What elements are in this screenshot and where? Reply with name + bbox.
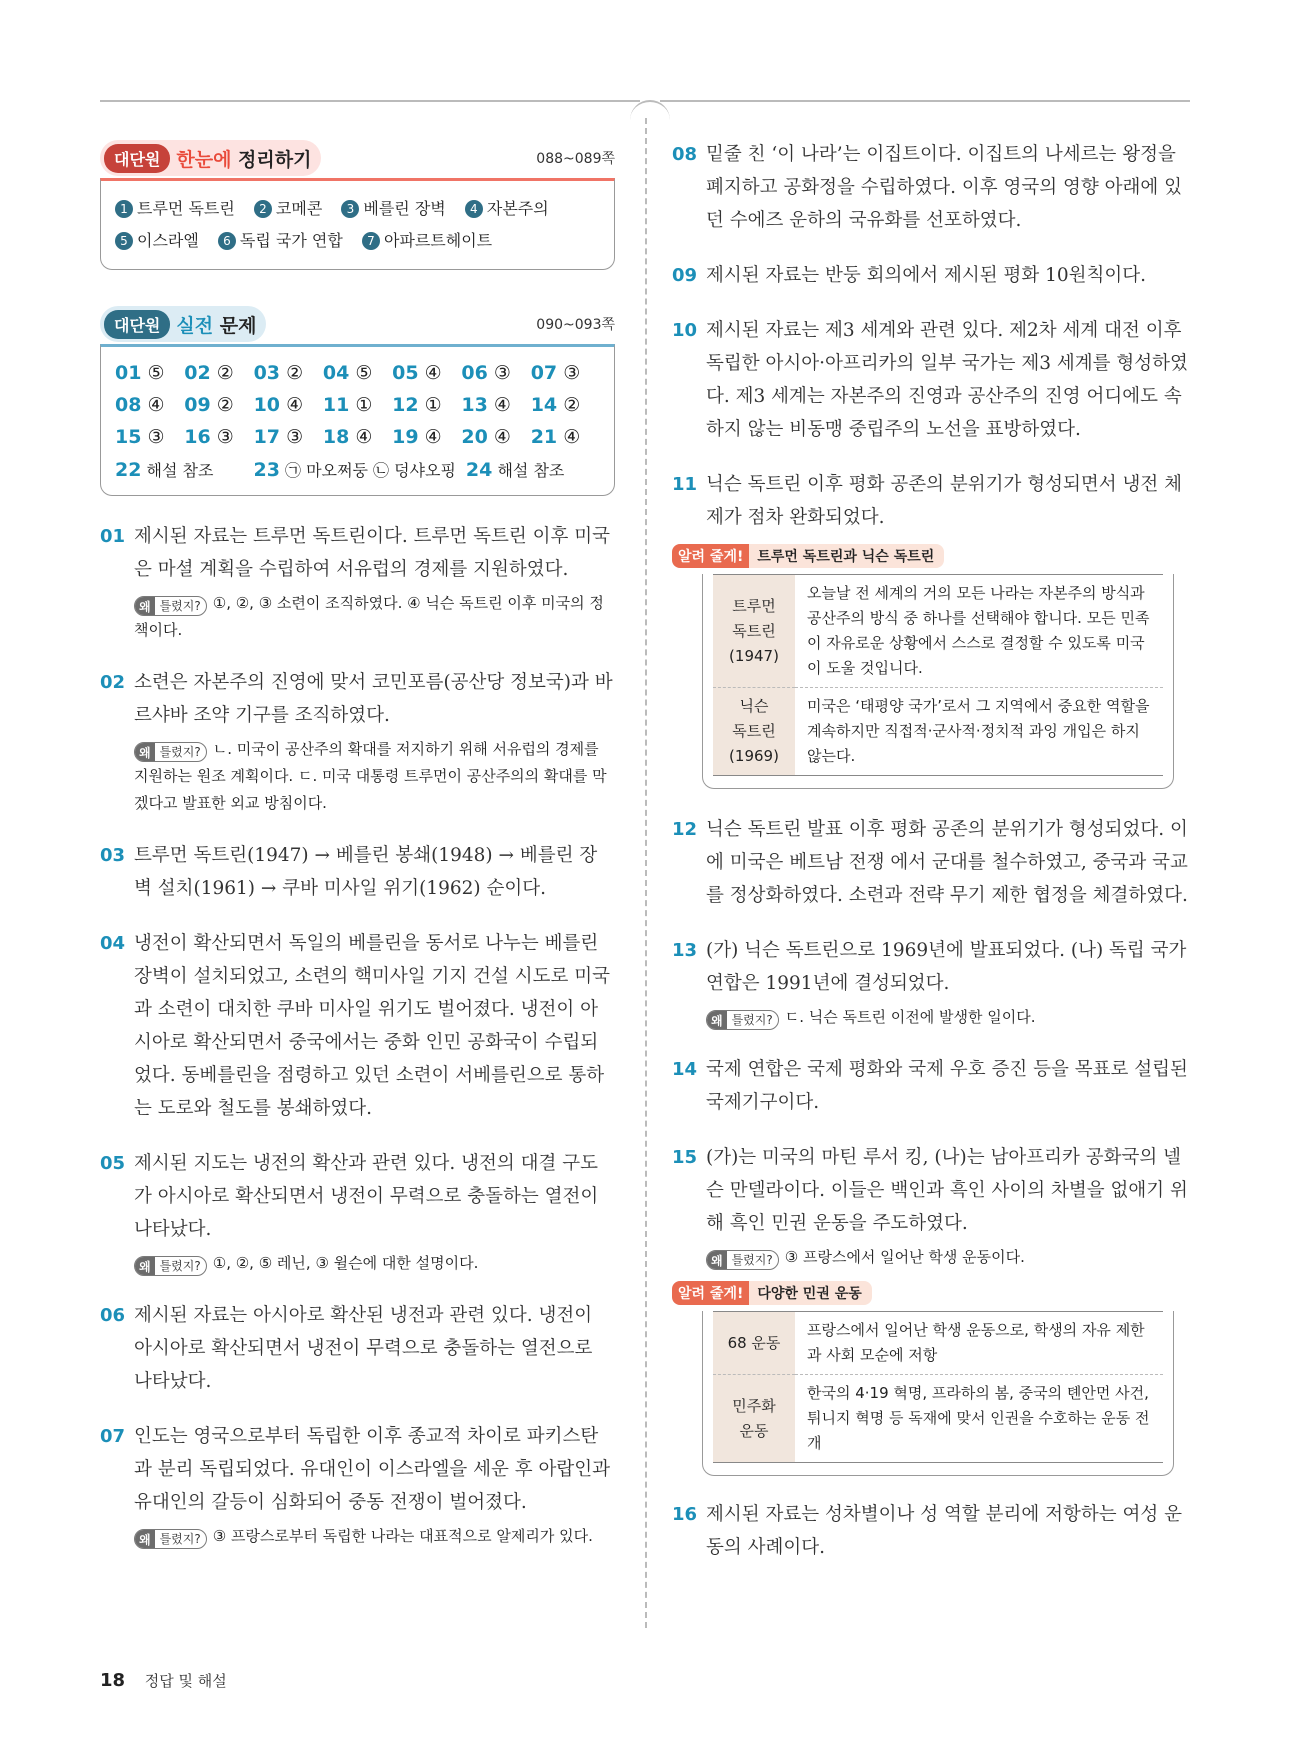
question-item	[100, 666, 615, 817]
question-head	[672, 138, 1190, 237]
answer-qnum: 07	[530, 362, 558, 384]
answer-choice: ②	[216, 394, 234, 416]
question-text: 제시된 자료는 아시아로 확산된 냉전과 관련 있다. 냉전이 아시아로 확산되면서 냉전이 무력으로 충돌하는 열전으로 나타났다.	[134, 1305, 593, 1392]
question-number: 01	[100, 526, 126, 547]
top-rule-right	[660, 100, 1190, 102]
note1-tag: 알려 줄게! 트루먼 독트린과 닉슨 독트린	[672, 544, 944, 568]
note1-box	[702, 574, 1174, 789]
question-text: 제시된 자료는 반둥 회의에서 제시된 평화 10원칙이다.	[706, 265, 1146, 286]
question-head	[672, 1053, 1190, 1119]
question-item	[672, 259, 1190, 292]
right-questions-b	[672, 813, 1190, 1271]
question-head	[100, 666, 615, 732]
summary-header	[100, 140, 615, 176]
answer-cell	[115, 394, 184, 416]
answer-qnum: 06	[461, 362, 488, 384]
note-row	[713, 1375, 1163, 1463]
why-badge	[134, 742, 207, 762]
question-number: 15	[672, 1147, 698, 1168]
why-badge-label: 틀렸지?	[159, 599, 201, 613]
answer-box	[100, 344, 615, 496]
why-badge-icon: 왜	[135, 1530, 155, 1548]
practice-title: 실전 문제	[176, 314, 257, 337]
why-wrong	[134, 590, 615, 644]
question-text: 닉슨 독트린 발표 이후 평화 공존의 분위기가 형성되었다. 이에 미국은 베트남 전쟁 에서 군대를 철수하였고, 중국과 국교를 정상화하였다. 소련과 전략 무기 제한 협정을 체결하였다.	[706, 819, 1188, 906]
answer-row	[115, 421, 600, 453]
answer-cell	[392, 426, 461, 448]
question-item	[672, 314, 1190, 446]
answer-qnum: 24	[465, 458, 493, 481]
why-wrong-text: ③ 프랑스로부터 독립한 나라는 대표적으로 알제리가 있다.	[212, 1527, 593, 1545]
answer-choice: ①	[424, 394, 442, 416]
summary-item: 2 코메콘	[254, 199, 322, 218]
why-badge	[134, 1256, 207, 1276]
answer-cell	[184, 362, 253, 384]
question-number: 04	[100, 933, 126, 954]
question-text: 국제 연합은 국제 평화와 국제 우호 증진 등을 목표로 설립된 국제기구이다.	[706, 1059, 1188, 1113]
answer-qnum: 02	[184, 362, 211, 384]
answer-cell	[254, 426, 323, 448]
answer-cell	[466, 458, 564, 481]
question-text: 인도는 영국으로부터 독립한 이후 종교적 차이로 파키스탄과 분리 독립되었다. 유대인이 이스라엘을 세운 후 아랍인과 유대인의 갈등이 심화되어 중동 전쟁이 벌어졌다.	[134, 1426, 610, 1513]
summary-item: 7 아파르트헤이트	[362, 231, 492, 250]
note-desc: 미국은 ‘태평양 국가’로서 그 지역에서 중요한 역할을 계속하지만 직접적·군사적·정치적 과잉 개입은 하지 않는다.	[795, 688, 1163, 776]
question-item	[672, 1141, 1190, 1271]
answer-row	[115, 389, 600, 421]
answer-choice: ⑤	[147, 362, 165, 384]
answer-cell	[531, 394, 600, 416]
note-desc: 프랑스에서 일어난 학생 운동으로, 학생의 자유 제한과 사회 모순에 저항	[795, 1312, 1163, 1375]
answer-cell	[254, 362, 323, 384]
why-badge	[706, 1250, 779, 1270]
top-notch	[630, 100, 670, 120]
question-head	[672, 1141, 1190, 1240]
question-item	[100, 839, 615, 905]
note-desc: 오늘날 전 세계의 거의 모든 나라는 자본주의 방식과 공산주의 방식 중 하나를 선택해야 합니다. 모든 민족이 자유로운 상황에서 스스로 결정할 수 있도록 미국이 도울 것입니다.	[795, 575, 1163, 688]
question-text: (가)는 미국의 마틴 루서 킹, (나)는 남아프리카 공화국의 넬슨 만델라이다. 이들은 백인과 흑인 사이의 차별을 없애기 위해 흑인 민권 운동을 주도하였다.	[706, 1147, 1188, 1234]
note-label: 민주화 운동	[713, 1375, 795, 1463]
right-questions-a	[672, 138, 1190, 534]
why-badge-icon: 왜	[707, 1251, 727, 1269]
answer-qnum: 08	[115, 394, 142, 416]
answer-qnum: 04	[322, 362, 350, 384]
question-text: 제시된 자료는 성차별이나 성 역할 분리에 저항하는 여성 운동의 사례이다.	[706, 1504, 1182, 1558]
note2-table	[713, 1311, 1163, 1463]
question-head	[672, 468, 1190, 534]
answer-choice: ④	[424, 426, 442, 448]
answer-cell	[115, 362, 184, 384]
answer-cell	[392, 362, 461, 384]
question-text: 트루먼 독트린(1947) → 베를린 봉쇄(1948) → 베를린 장벽 설치(1961) → 쿠바 미사일 위기(1962) 순이다.	[134, 845, 598, 899]
why-badge	[706, 1010, 779, 1030]
answer-choice: ⑤	[355, 362, 373, 384]
why-badge-icon: 왜	[135, 1257, 155, 1275]
answer-choice: ④	[424, 362, 442, 384]
answer-cell	[184, 426, 253, 448]
question-number: 09	[672, 265, 698, 286]
answer-text: 해설 참조	[497, 460, 565, 480]
note-desc: 한국의 4·19 혁명, 프라하의 봄, 중국의 톈안먼 사건, 튀니지 혁명 등 독재에 맞서 인권을 수호하는 운동 전개	[795, 1375, 1163, 1463]
right-questions-c	[672, 1498, 1190, 1564]
why-wrong	[134, 736, 615, 817]
answer-cell	[115, 458, 213, 481]
practice-tag: 대단원	[104, 310, 170, 339]
question-number: 03	[100, 845, 126, 866]
answer-cell	[323, 426, 392, 448]
why-badge-label: 틀렸지?	[159, 745, 201, 759]
answer-choice: ④	[563, 426, 581, 448]
summary-title-pill	[100, 140, 321, 176]
answer-cell	[392, 394, 461, 416]
summary-item: 6 독립 국가 연합	[218, 231, 343, 250]
note-label: 닉슨 독트린 (1969)	[713, 688, 795, 776]
why-badge-icon: 왜	[135, 743, 155, 761]
note-row	[713, 1312, 1163, 1375]
question-item	[100, 1420, 615, 1550]
summary-line-1	[115, 193, 600, 225]
summary-item: 3 베를린 장벽	[341, 199, 445, 218]
question-item	[100, 1299, 615, 1398]
answer-cell	[254, 394, 323, 416]
answer-qnum: 21	[530, 426, 558, 448]
question-number: 05	[100, 1153, 126, 1174]
answer-cell	[461, 362, 530, 384]
answer-qnum: 05	[392, 362, 419, 384]
answer-cell	[531, 426, 600, 448]
question-head	[672, 813, 1190, 912]
why-badge-label: 틀렸지?	[731, 1253, 773, 1267]
question-item	[100, 927, 615, 1125]
summary-pages: 088~089쪽	[536, 151, 615, 167]
answer-qnum: 20	[461, 426, 488, 448]
question-item	[672, 468, 1190, 534]
answer-choice: ①	[355, 394, 373, 416]
question-item	[672, 934, 1190, 1031]
note-label: 트루먼 독트린 (1947)	[713, 575, 795, 688]
column-divider	[645, 118, 647, 1628]
summary-item: 1 트루먼 독트린	[115, 199, 235, 218]
question-item	[672, 1498, 1190, 1564]
answer-row	[115, 357, 600, 389]
answer-qnum: 11	[322, 394, 350, 416]
practice-header	[100, 306, 615, 342]
question-number: 02	[100, 672, 126, 693]
footer-label: 정답 및 해설	[144, 1672, 227, 1690]
answer-choice: ②	[286, 362, 304, 384]
question-item	[672, 138, 1190, 237]
question-head	[672, 934, 1190, 1000]
question-text: 냉전이 확산되면서 독일의 베를린을 동서로 나누는 베를린 장벽이 설치되었고, 소련의 핵미사일 기지 건설 시도로 미국과 소련이 대치한 쿠바 미사일 위기도 벌어졌다. 냉전이 아시아로 확산되면서 중국에서는 중화 인민 공화국이 수립되었다. 동베를린을 점령하고 있던 소련이 서베를린으로 통하는 도로와 철도를 봉쇄하였다.	[134, 933, 610, 1119]
why-badge-label: 틀렸지?	[731, 1013, 773, 1027]
question-number: 06	[100, 1305, 126, 1326]
note2-tag: 알려 줄게! 다양한 민권 운동	[672, 1281, 872, 1305]
answer-cell	[323, 362, 392, 384]
answer-qnum: 22	[115, 458, 142, 481]
question-number: 16	[672, 1504, 698, 1525]
answer-choice: ④	[493, 426, 511, 448]
question-head	[672, 1498, 1190, 1564]
summary-item: 5 이스라엘	[115, 231, 199, 250]
why-wrong	[706, 1244, 1190, 1271]
page-number: 18	[100, 1670, 126, 1691]
question-head	[672, 314, 1190, 446]
why-wrong-text: ①, ②, ③ 소련이 조직하였다. ④ 닉슨 독트린 이후 미국의 정책이다.	[134, 594, 604, 639]
question-text: (가) 닉슨 독트린으로 1969년에 발표되었다. (나) 독립 국가 연합은 1991년에 결성되었다.	[706, 940, 1187, 994]
why-badge	[134, 596, 207, 616]
practice-pages: 090~093쪽	[536, 317, 615, 333]
note1-table	[713, 574, 1163, 776]
why-badge-label: 틀렸지?	[159, 1259, 201, 1273]
question-head	[100, 1299, 615, 1398]
note-row	[713, 575, 1163, 688]
why-badge-icon: 왜	[135, 597, 155, 615]
question-text: 제시된 자료는 제3 세계와 관련 있다. 제2차 세계 대전 이후 독립한 아시아·아프리카의 일부 국가는 제3 세계를 형성하였다. 제3 세계는 자본주의 진영과 공산주의 진영 어디에도 속하지 않는 비동맹 중립주의 노선을 표방하였다.	[706, 320, 1188, 440]
answer-cell	[461, 394, 530, 416]
why-wrong-text: ③ 프랑스에서 일어난 학생 운동이다.	[784, 1248, 1025, 1266]
why-wrong-text: ㄴ. 미국이 공산주의 확대를 저지하기 위해 서유럽의 경제를 지원하는 원조 계획이다. ㄷ. 미국 대통령 트루먼이 공산주의의 확대를 막겠다고 발표한 외교 방침이다.	[134, 740, 607, 812]
answer-choice: ③	[216, 426, 234, 448]
why-wrong-text: ㄷ. 닉슨 독트린 이전에 발생한 일이다.	[784, 1008, 1036, 1026]
question-text: 닉슨 독트린 이후 평화 공존의 분위기가 형성되면서 냉전 체제가 점차 완화되었다.	[706, 474, 1182, 528]
practice-title-pill	[100, 306, 266, 342]
answer-qnum: 10	[253, 394, 281, 416]
answer-qnum: 19	[392, 426, 419, 448]
answer-cell	[461, 426, 530, 448]
question-text: 밑줄 친 ‘이 나라’는 이집트이다. 이집트의 나세르는 왕정을 폐지하고 공화정을 수립하였다. 이후 영국의 영향 아래에 있던 수에즈 운하의 국유화를 선포하였다.	[706, 144, 1182, 231]
answer-choice: ④	[286, 394, 304, 416]
question-head	[100, 1420, 615, 1519]
answer-qnum: 09	[184, 394, 211, 416]
question-number: 12	[672, 819, 698, 840]
answer-choice: ③	[286, 426, 304, 448]
top-rule-left	[100, 100, 640, 102]
answer-qnum: 18	[322, 426, 350, 448]
question-number: 14	[672, 1059, 698, 1080]
question-text: 제시된 지도는 냉전의 확산과 관련 있다. 냉전의 대결 구도가 아시아로 확산되면서 냉전이 무력으로 충돌하는 열전이 나타났다.	[134, 1153, 599, 1240]
answer-text: ㉠ 마오쩌둥 ㉡ 덩샤오핑	[285, 460, 456, 480]
question-head	[100, 839, 615, 905]
question-head	[672, 259, 1190, 292]
why-wrong	[706, 1004, 1190, 1031]
answer-cell	[115, 426, 184, 448]
right-column	[672, 138, 1190, 1564]
question-number: 13	[672, 940, 698, 961]
answer-choice: ③	[563, 362, 581, 384]
why-badge	[134, 1529, 207, 1549]
summary-line-2	[115, 225, 600, 257]
answer-qnum: 17	[253, 426, 281, 448]
answer-cell	[531, 362, 600, 384]
summary-item: 4 자본주의	[465, 199, 549, 218]
answer-qnum: 01	[115, 362, 142, 384]
answer-qnum: 23	[253, 458, 280, 481]
question-text: 제시된 자료는 트루먼 독트린이다. 트루먼 독트린 이후 미국은 마셜 계획을 수립하여 서유럽의 경제를 지원하였다.	[134, 526, 610, 580]
question-number: 07	[100, 1426, 126, 1447]
answer-cell	[323, 394, 392, 416]
answer-choice: ④	[493, 394, 511, 416]
question-item	[100, 520, 615, 644]
why-badge-icon: 왜	[707, 1011, 727, 1029]
question-head	[100, 520, 615, 586]
question-number: 10	[672, 320, 698, 341]
why-badge-label: 틀렸지?	[159, 1532, 201, 1546]
answer-choice: ④	[355, 426, 373, 448]
answer-qnum: 03	[253, 362, 281, 384]
answer-qnum: 13	[461, 394, 488, 416]
answer-choice: ②	[563, 394, 581, 416]
question-item	[672, 813, 1190, 912]
left-questions	[100, 520, 615, 1550]
question-item	[100, 1147, 615, 1277]
left-column	[100, 140, 615, 1550]
why-wrong-text: ①, ②, ⑤ 레닌, ③ 윌슨에 대한 설명이다.	[212, 1254, 479, 1272]
summary-box	[100, 178, 615, 270]
answer-qnum: 15	[115, 426, 142, 448]
why-wrong	[134, 1250, 615, 1277]
note-row	[713, 688, 1163, 776]
question-number: 08	[672, 144, 698, 165]
summary-tag: 대단원	[104, 144, 170, 173]
footer	[100, 1670, 227, 1691]
answer-choice: ③	[493, 362, 511, 384]
answer-choice: ③	[147, 426, 165, 448]
answer-cell	[184, 394, 253, 416]
question-head	[100, 1147, 615, 1246]
answer-qnum: 16	[184, 426, 211, 448]
why-wrong	[134, 1523, 615, 1550]
answer-cell	[253, 458, 455, 481]
answer-qnum: 14	[530, 394, 558, 416]
note-label: 68 운동	[713, 1312, 795, 1375]
question-head	[100, 927, 615, 1125]
answer-text: 해설 참조	[146, 460, 214, 480]
note2-box	[702, 1311, 1174, 1476]
answer-row	[115, 453, 600, 485]
summary-title: 한눈에 정리하기	[176, 148, 312, 171]
answer-choice: ④	[147, 394, 165, 416]
question-item	[672, 1053, 1190, 1119]
question-number: 11	[672, 474, 698, 495]
question-text: 소련은 자본주의 진영에 맞서 코민포름(공산당 정보국)과 바르샤바 조약 기구를 조직하였다.	[134, 672, 613, 726]
answer-choice: ②	[216, 362, 234, 384]
answer-qnum: 12	[392, 394, 419, 416]
